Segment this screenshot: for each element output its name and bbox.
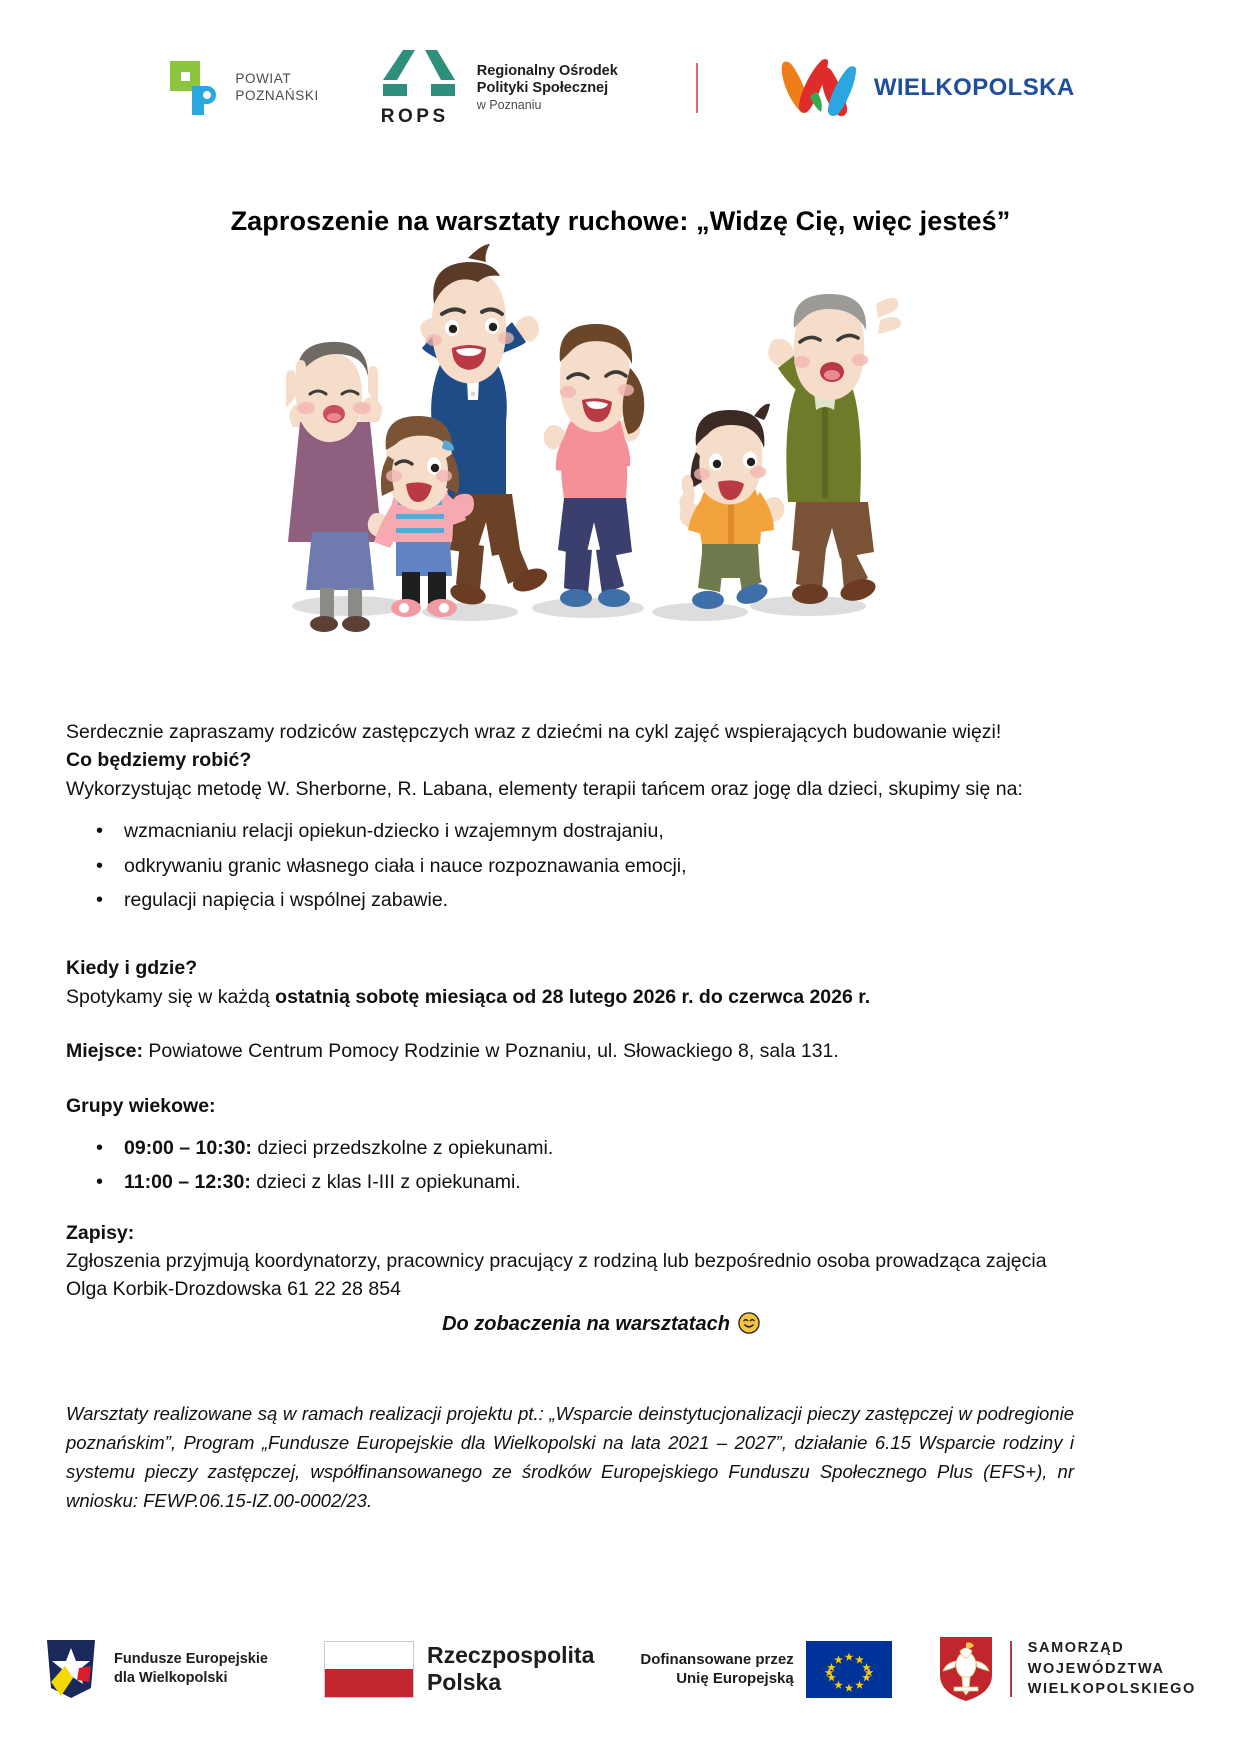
rops-name-text [477,63,618,114]
when-paragraph [66,983,1076,1011]
wielkopolska-label: WIELKOPOLSKA [873,74,1075,101]
groups-list [66,1134,1076,1198]
powiat-line1: POWIAT [235,71,292,87]
eu-cofinancing-text [640,1650,793,1689]
eu-line1: Dofinansowane przez [640,1650,794,1668]
main-content [66,718,1076,1339]
activities-list [66,817,1076,915]
wielkopolska-mark-icon [776,57,860,119]
eu-line2: Unię Europejską [676,1670,794,1687]
family-illustration [238,242,918,642]
list-item [124,1168,1076,1197]
intro-paragraph: Serdecznie zapraszamy rodziców zastępczych wraz z dziećmi na cykl zajęć wspierających budowanie więzi! [66,721,1002,743]
wielkopolska-coat-of-arms-icon [938,1635,994,1703]
wielkopolska-logo [776,57,1075,119]
figure-grandmother [286,342,382,632]
figure-grandfather [768,294,901,605]
group-time: 11:00 – 12:30: [124,1171,251,1194]
figure-boy [679,404,784,609]
signup-line2: Olga Korbik-Drozdowska 61 22 28 854 [66,1278,401,1301]
place-paragraph [66,1037,1076,1065]
list-item: • odkrywaniu granic własnego ciała i nauce rozpoznawania emocji, [124,852,1076,881]
footer-logo-bar [0,1625,1241,1713]
place-label: Miejsce: [66,1040,143,1063]
powiat-logo-text [235,71,318,105]
list-item [124,1134,1076,1163]
fundusze-europejskie-mark-icon [45,1638,103,1700]
samorzad-wielkopolski-logo [938,1635,1196,1703]
figure-mother [544,324,645,607]
place-value: Powiatowe Centrum Pomocy Rodzinie w Poznaniu, ul. Słowackiego 8, sala 131. [142,1040,839,1063]
footer-divider [1010,1641,1012,1697]
heading-groups: Grupy wiekowe: [66,1094,216,1117]
signoff-text: Do zobaczenia na warsztatach [442,1312,730,1335]
project-legal-note: Warsztaty realizowane są w ramach realizacji projektu pt.: „Wsparcie deinstytucjonalizacji pieczy zastępczej w podregionie poznańskim”, Program „Fundusze Europejskie dla Wielkopolski na lata 2021 – 2027”, działanie 6.15 Wsparcie rodziny i systemu pieczy zastępczej, współfinansowanego ze środków Europejskiego Funduszu Społecznego Plus (EFS+), nr wniosku: FEWP.06.15-IZ.00-0002/23. [66,1403,1074,1511]
fundusze-europejskie-text [114,1650,268,1688]
when-prefix: Spotykamy się w każdą [66,985,276,1008]
powiat-poznanski-logo [166,59,318,117]
samorzad-line2: WOJEWÓDZTWA [1027,1660,1165,1677]
page-title: Zaproszenie na warsztaty ruchowe: „Widzę Cię, więc jesteś” [230,206,1011,236]
group-desc: dzieci przedszkolne z opiekunami. [251,1137,554,1160]
powiat-line2: POZNAŃSKI [235,88,319,103]
method-paragraph: Wykorzystując metodę W. Sherborne, R. Labana, elementy terapii tańcem oraz jogę dla dzieci, skupimy się na: [66,777,1023,800]
poland-flag-icon [324,1641,414,1698]
rops-mark-icon [381,48,467,128]
heading-when: Kiedy i gdzie? [66,957,198,980]
rops-logo [381,48,618,128]
list-item: • wzmacnianiu relacji opiekun-dziecko i wzajemnym dostrajaniu, [124,817,1076,846]
smiley-face-icon [738,1312,760,1334]
heading-signup: Zapisy: [66,1221,135,1244]
fundusze-line2: dla Wielkopolski [114,1670,228,1686]
eu-flag-icon [806,1641,892,1698]
rops-acronym: ROPS [380,106,449,127]
signup-line1: Zgłoszenia przyjmują koordynatorzy, pracownicy pracujący z rodziną lub bezpośrednio osoba prowadząca zajęcia [66,1250,1047,1272]
rops-line1: Regionalny Ośrodek [476,62,618,79]
rzeczpospolita-line1: Rzeczpospolita [426,1641,595,1668]
rzeczpospolita-line2: Polska [426,1669,502,1695]
fundusze-line1: Fundusze Europejskie [114,1651,268,1668]
fundusze-europejskie-logo [45,1638,268,1700]
list-item: • regulacji napięcia i wspólnej zabawie. [124,886,1076,915]
samorzad-line1: SAMORZĄD [1027,1640,1125,1657]
rzeczpospolita-text [427,1642,594,1696]
group-desc: dzieci z klas I-III z opiekunami. [250,1171,521,1194]
when-bold: ostatnią sobotę miesiąca od 28 lutego 2026 r. do czerwca 2026 r. [275,985,871,1008]
samorzad-line3: WIELKOPOLSKIEGO [1027,1681,1196,1698]
rzeczpospolita-polska-logo [324,1641,594,1698]
powiat-mark-icon [166,59,224,117]
rops-line3: w Poznaniu [476,98,542,113]
heading-what: Co będziemy robić? [66,749,252,772]
header-logo-bar [0,52,1241,127]
header-divider [696,63,698,113]
signoff-line [66,1310,1076,1339]
rops-line2: Polityki Społecznej [476,80,609,97]
eu-cofinancing-logo [640,1641,891,1698]
samorzad-text [1028,1638,1196,1700]
group-time: 09:00 – 10:30: [124,1137,252,1160]
